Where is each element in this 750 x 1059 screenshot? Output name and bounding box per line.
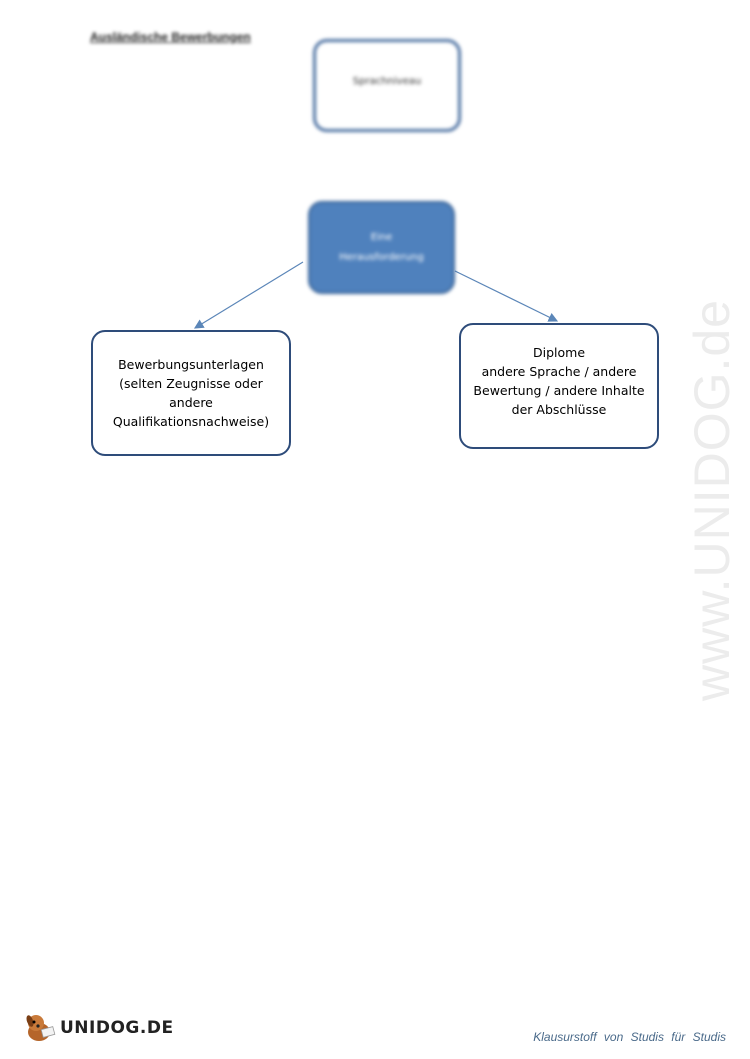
logo-text: UNIDOG.DE [60, 1018, 174, 1038]
node-bewerbungsunterlagen: Bewerbungsunterlagen (selten Zeugnisse oder andere Qualifikationsnachweise) [91, 330, 291, 456]
node-diplome: Diplome andere Sprache / andere Bewertung / andere Inhalte der Abschlüsse [459, 323, 659, 449]
node-sprachniveau: Sprachniveau [313, 39, 461, 132]
arrow-to-right [455, 271, 557, 321]
node-herausforderung: Eine Herausforderung [308, 201, 455, 294]
document-heading: Ausländische Bewerbungen [90, 30, 251, 44]
dog-mascot-icon [22, 1012, 56, 1044]
footer-logo [22, 1012, 174, 1044]
watermark: www.UNIDOG.de [684, 299, 740, 701]
arrow-to-left [195, 262, 303, 328]
footer-tagline: Klausurstoff von Studis für Studis [533, 1030, 726, 1044]
